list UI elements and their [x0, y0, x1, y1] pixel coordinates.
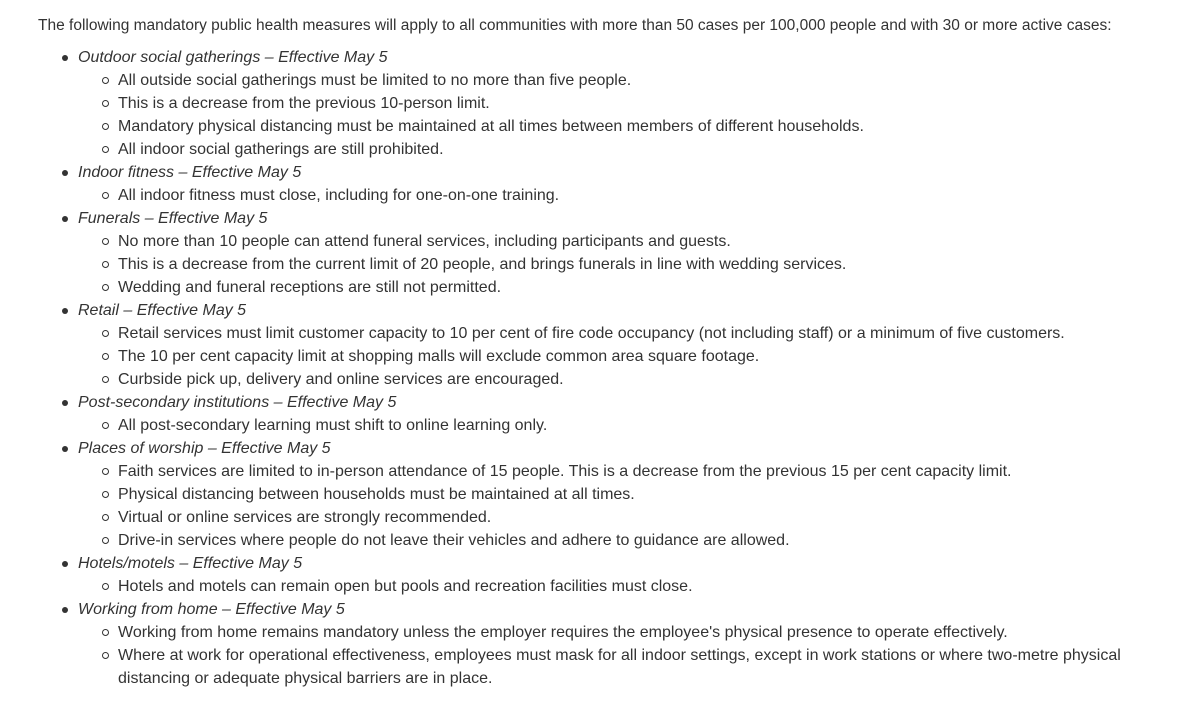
- measure-details-list: [78, 575, 1138, 598]
- measure-detail-item: Drive-in services where people do not leave their vehicles and adhere to guidance are allowed.: [78, 529, 1138, 552]
- measure-title: Retail – Effective May 5: [78, 302, 247, 319]
- measure-item: [38, 46, 1138, 161]
- measure-detail-item: Where at work for operational effectiveness, employees must mask for all indoor settings, except in work stations or where two-metre physical distancing or adequate physical barriers are in place.: [78, 644, 1138, 690]
- measure-detail-item: The 10 per cent capacity limit at shopping malls will exclude common area square footage.: [78, 345, 1138, 368]
- measure-detail-item: Curbside pick up, delivery and online services are encouraged.: [78, 368, 1138, 391]
- measure-detail-item: All post-secondary learning must shift to online learning only.: [78, 414, 1138, 437]
- measure-detail-item: Virtual or online services are strongly recommended.: [78, 506, 1138, 529]
- measure-detail-item: No more than 10 people can attend funeral services, including participants and guests.: [78, 230, 1138, 253]
- measure-item: [38, 437, 1138, 552]
- measure-detail-item: All indoor fitness must close, including for one-on-one training.: [78, 184, 1138, 207]
- measure-detail-item: Faith services are limited to in-person attendance of 15 people. This is a decrease from the previous 15 per cent capacity limit.: [78, 460, 1138, 483]
- measure-detail-item: Mandatory physical distancing must be maintained at all times between members of different households.: [78, 115, 1138, 138]
- measure-title: Hotels/motels – Effective May 5: [78, 555, 303, 572]
- measure-detail-item: Hotels and motels can remain open but pools and recreation facilities must close.: [78, 575, 1138, 598]
- measure-detail-item: All indoor social gatherings are still prohibited.: [78, 138, 1138, 161]
- measure-item: [38, 161, 1138, 207]
- measure-details-list: [78, 69, 1138, 161]
- measure-details-list: [78, 414, 1138, 437]
- measure-title: Outdoor social gatherings – Effective May 5: [78, 49, 388, 66]
- measure-title: Funerals – Effective May 5: [78, 210, 268, 227]
- measure-details-list: [78, 322, 1138, 391]
- measure-detail-item: This is a decrease from the previous 10-person limit.: [78, 92, 1138, 115]
- measure-title: Working from home – Effective May 5: [78, 601, 345, 618]
- measure-item: [38, 552, 1138, 598]
- measure-detail-item: All outside social gatherings must be limited to no more than five people.: [78, 69, 1138, 92]
- measure-detail-item: Working from home remains mandatory unless the employer requires the employee's physical presence to operate effectively.: [78, 621, 1138, 644]
- article-body: [38, 14, 1138, 690]
- measure-title: Indoor fitness – Effective May 5: [78, 164, 302, 181]
- measure-item: [38, 299, 1138, 391]
- measure-detail-item: Retail services must limit customer capacity to 10 per cent of fire code occupancy (not including staff) or a minimum of five customers.: [78, 322, 1138, 345]
- measure-item: [38, 207, 1138, 299]
- measure-item: [38, 391, 1138, 437]
- measure-title: Places of worship – Effective May 5: [78, 440, 331, 457]
- intro-paragraph: The following mandatory public health measures will apply to all communities with more than 50 cases per 100,000 people and with 30 or more active cases:: [38, 17, 1112, 34]
- measure-detail-item: Wedding and funeral receptions are still not permitted.: [78, 276, 1138, 299]
- measure-item: [38, 598, 1138, 690]
- measure-details-list: [78, 230, 1138, 299]
- measure-detail-item: This is a decrease from the current limit of 20 people, and brings funerals in line with wedding services.: [78, 253, 1138, 276]
- measures-list: [38, 46, 1138, 690]
- measure-details-list: [78, 460, 1138, 552]
- measure-details-list: [78, 621, 1138, 690]
- measure-details-list: [78, 184, 1138, 207]
- measure-detail-item: Physical distancing between households must be maintained at all times.: [78, 483, 1138, 506]
- measure-title: Post-secondary institutions – Effective May 5: [78, 394, 397, 411]
